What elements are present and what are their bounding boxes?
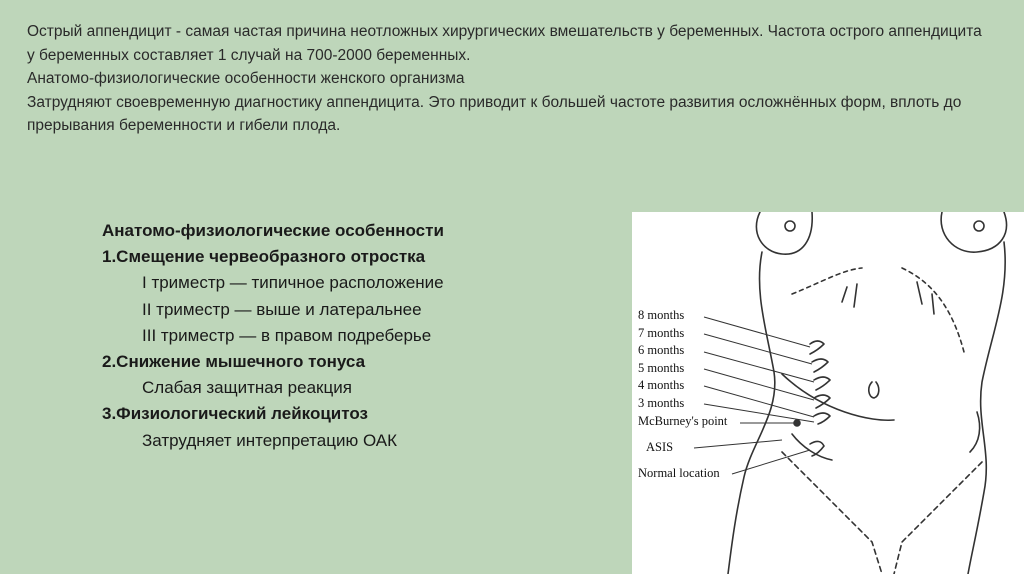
sub-trimester-3: III триместр — в правом подреберье bbox=[142, 325, 432, 345]
torso-drawing bbox=[632, 212, 1024, 574]
features-list bbox=[102, 218, 602, 454]
appendix-position-diagram bbox=[632, 212, 1024, 574]
label-mcburney-point: McBurney's point bbox=[638, 414, 728, 428]
item-muscle-tone: 2.Снижение мышечного тонуса bbox=[102, 352, 366, 372]
intro-text bbox=[27, 20, 987, 138]
label-normal-location: Normal location bbox=[638, 466, 720, 480]
item-leukocytosis: 3.Физиологический лейкоцитоз bbox=[102, 404, 368, 424]
label-asis: ASIS bbox=[646, 440, 674, 454]
label-5-months: 5 months bbox=[638, 361, 685, 375]
intro-paragraph-3: Затрудняют своевременную диагностику аппендицита. Это приводит к большей частоте развития осложнённых форм, вплоть до прерывания беременности и гибели плода. bbox=[27, 93, 962, 134]
intro-paragraph-1: Острый аппендицит - самая частая причина неотложных хирургических вмешательств у беременных. Частота острого аппендицита у беременных составляет 1 случай на 700-2000 беременных. bbox=[27, 23, 982, 64]
sub-weak-defense: Слабая защитная реакция bbox=[142, 378, 352, 398]
intro-paragraph-2: Анатомо-физиологические особенности женского организма bbox=[27, 70, 465, 87]
item-appendix-shift: 1.Смещение червеобразного отростка bbox=[102, 247, 426, 267]
sub-cbc-interpretation: Затрудняет интерпретацию ОАК bbox=[142, 430, 398, 450]
features-heading: Анатомо-физиологические особенности bbox=[102, 221, 444, 240]
label-8-months: 8 months bbox=[638, 308, 685, 322]
label-3-months: 3 months bbox=[638, 396, 685, 410]
label-6-months: 6 months bbox=[638, 343, 685, 357]
sub-trimester-1: I триместр — типичное расположение bbox=[142, 273, 444, 293]
label-7-months: 7 months bbox=[638, 326, 685, 340]
label-4-months: 4 months bbox=[638, 378, 685, 392]
sub-trimester-2: II триместр — выше и латеральнее bbox=[142, 299, 422, 319]
